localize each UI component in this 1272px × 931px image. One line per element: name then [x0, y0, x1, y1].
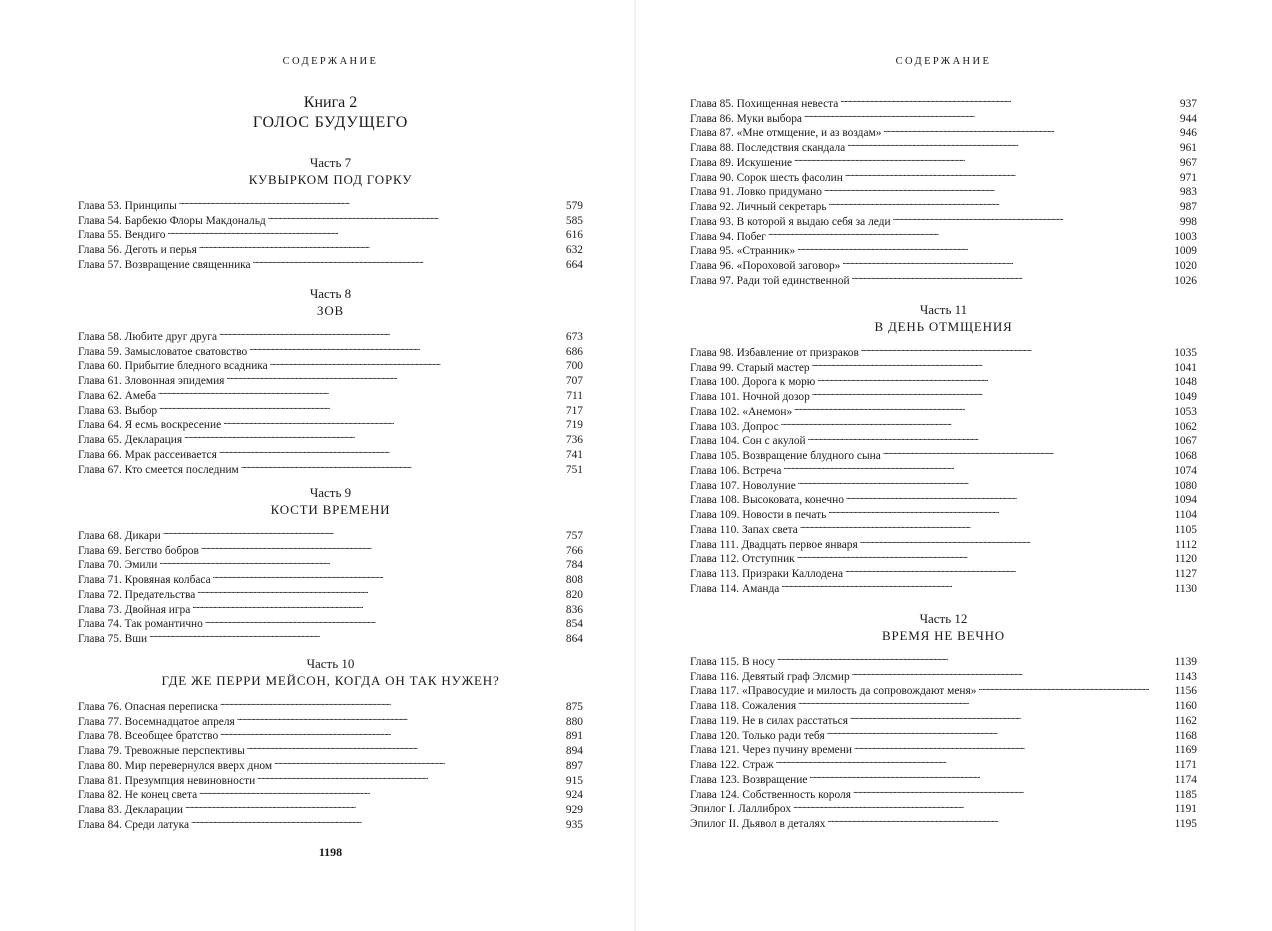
chapter-title: Эпилог I. Лаллиброх: [690, 803, 792, 816]
chapter-title: Глава 66. Мрак рассеивается: [78, 448, 217, 461]
page-number: 1162: [1174, 714, 1197, 727]
chapter-title: Глава 76. Опасная переписка: [78, 700, 218, 713]
chapter-title: Глава 68. Дикари: [78, 529, 161, 542]
dot-leader: [978, 680, 1172, 695]
chapter-title: Эпилог II. Дьявол в деталях: [690, 818, 826, 830]
dot-leader: [883, 122, 1178, 137]
dot-leader: [853, 783, 1173, 798]
page-number: 616: [565, 229, 583, 242]
dot-leader: [201, 539, 564, 554]
chapter-title: Глава 104. Сон с акулой: [690, 435, 806, 448]
dot-leader: [149, 627, 564, 642]
dot-leader: [241, 458, 564, 473]
part-label: Часть 12: [919, 611, 968, 626]
left-page: [78, 0, 583, 931]
book-label: Книга 2: [303, 94, 358, 111]
dot-leader: [249, 340, 564, 355]
chapter-title: Глава 97. Ради той единственной: [690, 274, 850, 287]
page-gutter: [634, 0, 636, 931]
toc-list: [78, 325, 583, 476]
dot-leader: [205, 613, 564, 628]
chapter-title: Глава 99. Старый мастер: [690, 361, 810, 374]
page-number: 1035: [1174, 346, 1197, 359]
chapter-title: Глава 67. Кто смеется последним: [78, 463, 239, 476]
chapter-title: Глава 119. Не в силах расстаться: [690, 714, 848, 727]
dot-leader: [842, 254, 1172, 269]
dot-leader: [191, 813, 564, 828]
chapter-title: Глава 93. В которой я выдаю себя за леди: [690, 215, 891, 228]
page-number: 1067: [1174, 435, 1197, 448]
page-number: 1143: [1174, 670, 1197, 683]
chapter-title: Глава 77. Восемнадцатое апреля: [78, 715, 235, 728]
page-number: 1049: [1174, 391, 1197, 403]
dot-leader: [850, 709, 1173, 724]
page-number: 1053: [1174, 405, 1197, 418]
page-number: 1169: [1174, 744, 1197, 757]
dot-leader: [185, 798, 564, 813]
dot-leader: [860, 533, 1173, 548]
chapter-title: Глава 108. Высоковата, конечно: [690, 494, 844, 507]
chapter-title: Глава 118. Сожаления: [690, 700, 797, 712]
chapter-title: Глава 116. Девятый граф Элсмир: [690, 670, 850, 683]
chapter-title: Глава 89. Искушение: [690, 156, 793, 169]
dot-leader: [854, 739, 1173, 754]
dot-leader: [219, 325, 564, 340]
dot-leader: [827, 812, 1172, 827]
part-label: Часть 8: [309, 286, 352, 301]
dot-leader: [158, 384, 564, 399]
page-number: 741: [565, 448, 583, 461]
chapter-title: Глава 91. Ловко придумано: [690, 186, 822, 199]
dot-leader: [861, 341, 1172, 356]
part-title: ГДЕ ЖЕ ПЕРРИ МЕЙСОН, КОГДА ОН ТАК НУЖЕН?: [161, 673, 500, 688]
chapter-title: Глава 123. Возвращение: [690, 773, 808, 786]
dot-leader: [253, 253, 564, 268]
dot-leader: [829, 195, 1178, 210]
page-number: 836: [565, 603, 583, 616]
chapter-title: Глава 120. Только ради тебя: [690, 729, 825, 742]
page-number: 757: [565, 529, 583, 542]
dot-leader: [793, 798, 1173, 813]
chapter-title: Глава 110. Запах света: [690, 523, 798, 536]
page-number: 1195: [1174, 818, 1197, 830]
page-number: 924: [565, 789, 583, 802]
page-number: 946: [1179, 127, 1197, 140]
chapter-title: Глава 54. Барбекю Флоры Макдональд: [78, 214, 266, 227]
chapter-title: Глава 106. Встреча: [690, 464, 782, 477]
toc-entry: [78, 627, 583, 645]
dot-leader: [893, 210, 1178, 225]
dot-leader: [846, 489, 1172, 504]
chapter-title: Глава 95. «Странник»: [690, 245, 796, 258]
chapter-title: Глава 74. Так романтично: [78, 618, 203, 631]
chapter-title: Глава 56. Деготь и перья: [78, 244, 197, 256]
chapter-title: Глава 103. Допрос: [690, 420, 779, 433]
dot-leader: [812, 385, 1172, 400]
page-number: 1171: [1174, 759, 1197, 771]
page-number: 1185: [1174, 788, 1197, 801]
page-number: 1112: [1175, 538, 1197, 551]
dot-leader: [812, 356, 1173, 371]
chapter-title: Глава 73. Двойная игра: [78, 603, 191, 616]
part-title: КОСТИ ВРЕМЕНИ: [270, 502, 391, 517]
page-number: 1026: [1174, 274, 1197, 287]
dot-leader: [247, 739, 564, 754]
dot-leader: [808, 430, 1173, 445]
chapter-title: Глава 61. Зловонная эпидемия: [78, 375, 225, 387]
dot-leader: [226, 369, 563, 384]
chapter-title: Глава 86. Муки выбора: [690, 112, 802, 125]
dot-leader: [192, 598, 564, 613]
page-number: 1168: [1174, 729, 1197, 742]
dot-leader: [776, 753, 1173, 768]
part-label: Часть 9: [309, 485, 352, 500]
part-section: [690, 301, 1197, 595]
page-number: 1062: [1174, 420, 1197, 433]
toc-list: [78, 695, 583, 831]
page-number: 915: [565, 774, 583, 787]
page-number: 1104: [1174, 509, 1197, 521]
page-number: 579: [565, 199, 583, 212]
chapter-title: Глава 90. Сорок шесть фасолин: [690, 171, 843, 184]
page-number: 736: [565, 434, 583, 446]
chapter-title: Глава 85. Похищенная невеста: [690, 97, 839, 110]
part-section: [690, 610, 1197, 830]
page-number: 1020: [1174, 260, 1197, 272]
dot-leader: [220, 695, 564, 710]
chapter-title: Глава 122. Страж: [690, 759, 774, 771]
page-number: 1009: [1174, 245, 1197, 258]
toc-entry: [78, 695, 583, 713]
page-number: 711: [566, 389, 583, 402]
page-number: 961: [1179, 142, 1197, 154]
dot-leader: [199, 238, 564, 253]
dot-leader: [847, 136, 1178, 151]
chapter-title: Глава 88. Последствия скандала: [690, 142, 846, 154]
dot-leader: [800, 518, 1173, 533]
dot-leader: [840, 92, 1178, 107]
dot-leader: [270, 355, 564, 370]
page-number: 854: [565, 618, 583, 631]
chapter-title: Глава 78. Всеобщее братство: [78, 730, 219, 743]
chapter-title: Глава 84. Среди латука: [78, 818, 190, 831]
part-title: КУВЫРКОМ ПОД ГОРКУ: [248, 172, 413, 187]
page-number: 664: [565, 258, 583, 271]
chapter-title: Глава 117. «Правосудие и милость да сопровождают меня»: [690, 685, 977, 698]
page-number: 935: [565, 818, 583, 831]
page-number: 1003: [1174, 230, 1197, 243]
page-number: 1080: [1174, 479, 1197, 492]
chapter-title: Глава 60. Прибытие бледного всадника: [78, 360, 268, 373]
dot-leader: [179, 194, 564, 209]
chapter-title: Глава 115. В носу: [690, 655, 776, 668]
running-head: СОДЕРЖАНИЕ: [282, 56, 379, 67]
chapter-title: Глава 109. Новости в печать: [690, 509, 827, 521]
page-number: 875: [565, 700, 583, 713]
page-number: 751: [565, 463, 583, 476]
toc-entry: [690, 650, 1197, 668]
page-number: 700: [565, 360, 583, 373]
chapter-title: Глава 79. Тревожные перспективы: [78, 745, 245, 757]
chapter-title: Глава 92. Личный секретарь: [690, 201, 827, 213]
page-number: 1074: [1174, 464, 1197, 477]
dot-leader: [213, 568, 564, 583]
dot-leader: [824, 181, 1178, 196]
page-number: 673: [565, 330, 583, 343]
toc-entry: [690, 92, 1197, 110]
dot-leader: [852, 269, 1173, 284]
page-number: 987: [1179, 201, 1197, 213]
page-number: 784: [565, 559, 583, 572]
dot-leader: [268, 209, 564, 224]
toc-entry: [78, 325, 583, 343]
dot-leader: [794, 400, 1172, 415]
dot-leader: [797, 548, 1173, 563]
toc-list: [78, 524, 583, 645]
page-number: 1139: [1174, 655, 1197, 668]
page-number: 585: [565, 214, 583, 227]
chapter-title: Глава 96. «Пороховой заговор»: [690, 260, 841, 272]
chapter-title: Глава 75. Вши: [78, 633, 148, 645]
dot-leader: [167, 224, 563, 239]
chapter-title: Глава 69. Бегство бобров: [78, 544, 199, 557]
toc-list: [78, 194, 583, 271]
dot-leader: [219, 443, 564, 458]
page-number: 1198: [318, 845, 343, 859]
part-label: Часть 10: [306, 656, 355, 671]
toc-entry: [78, 194, 583, 212]
page-number: 717: [565, 404, 583, 417]
dot-leader: [797, 240, 1172, 255]
dot-leader: [274, 754, 564, 769]
chapter-title: Глава 83. Декларации: [78, 804, 183, 816]
part-title: ЗОВ: [317, 303, 344, 318]
running-head: СОДЕРЖАНИЕ: [895, 56, 992, 67]
page-number: 891: [565, 730, 583, 743]
dot-leader: [237, 710, 564, 725]
page-number: 880: [565, 715, 583, 728]
dot-leader: [159, 399, 564, 414]
part-title: В ДЕНЬ ОТМЩЕНИЯ: [874, 319, 1013, 334]
chapter-title: Глава 58. Любите друг друга: [78, 330, 218, 343]
toc-entry: [78, 524, 583, 542]
page-number: 944: [1179, 112, 1197, 125]
dot-leader: [845, 562, 1173, 577]
page-number: 632: [565, 244, 583, 256]
dot-leader: [768, 225, 1172, 240]
toc-entry: [690, 240, 1197, 258]
dot-leader: [852, 665, 1173, 680]
chapter-title: Глава 53. Принципы: [78, 199, 177, 212]
dot-leader: [781, 577, 1172, 592]
book-heading: [78, 93, 583, 133]
dot-leader: [197, 583, 564, 598]
page-number: 897: [565, 759, 583, 772]
page-number: 937: [1179, 97, 1197, 110]
chapter-title: Глава 87. «Мне отмщение, и аз воздам»: [690, 127, 882, 140]
dot-leader: [845, 166, 1178, 181]
part-section: [78, 484, 583, 645]
part-section: [78, 285, 583, 476]
part-label: Часть 7: [309, 155, 352, 170]
dot-leader: [159, 554, 564, 569]
page-number: 1120: [1174, 553, 1197, 566]
chapter-title: Глава 64. Я есмь воскресение: [78, 419, 222, 432]
page-number: 1094: [1174, 494, 1197, 507]
dot-leader: [794, 151, 1178, 166]
right-page: [690, 0, 1197, 931]
part-title: ВРЕМЯ НЕ ВЕЧНО: [882, 628, 1005, 643]
chapter-title: Глава 59. Замысловатое сватовство: [78, 345, 248, 358]
part-section: [78, 655, 583, 831]
dot-leader: [798, 694, 1172, 709]
page-number: 1130: [1174, 582, 1197, 595]
dot-leader: [781, 415, 1173, 430]
page-number: 929: [565, 804, 583, 816]
chapter-title: Глава 70. Эмили: [78, 559, 158, 572]
dot-leader: [809, 768, 1172, 783]
chapter-title: Глава 80. Мир перевернулся вверх дном: [78, 759, 273, 772]
part-label: Часть 11: [919, 302, 968, 317]
toc-continued: [690, 92, 1197, 287]
page-number: 971: [1179, 171, 1197, 184]
dot-leader: [828, 503, 1172, 518]
chapter-title: Глава 62. Амеба: [78, 389, 157, 402]
dot-leader: [199, 784, 564, 799]
chapter-title: Глава 113. Призраки Каллодена: [690, 568, 844, 580]
chapter-title: Глава 55. Вендиго: [78, 229, 166, 242]
chapter-title: Глава 63. Выбор: [78, 404, 158, 417]
page-number: 808: [565, 574, 583, 586]
dot-leader: [777, 650, 1173, 665]
page-number: 1174: [1174, 773, 1197, 786]
chapter-title: Глава 114. Аманда: [690, 582, 780, 595]
chapter-title: Глава 111. Двадцать первое января: [690, 538, 858, 551]
chapter-title: Глава 102. «Анемон»: [690, 405, 793, 418]
chapter-title: Глава 81. Презумпция невиновности: [78, 774, 256, 787]
chapter-title: Глава 121. Через пучину времени: [690, 744, 852, 757]
page-number: 967: [1179, 156, 1197, 169]
page-number: 707: [565, 375, 583, 387]
dot-leader: [783, 459, 1172, 474]
page-number: 894: [565, 745, 583, 757]
page-number: 998: [1179, 215, 1197, 228]
page-number: 766: [565, 544, 583, 557]
chapter-title: Глава 65. Декларация: [78, 434, 183, 446]
chapter-title: Глава 57. Возвращение священника: [78, 258, 251, 271]
dot-leader: [798, 474, 1172, 489]
chapter-title: Глава 71. Кровяная колбаса: [78, 574, 211, 586]
dot-leader: [163, 524, 564, 539]
page-number: 686: [565, 345, 583, 358]
dot-leader: [257, 769, 564, 784]
dot-leader: [184, 428, 564, 443]
book-title: ГОЛОС БУДУЩЕГО: [252, 114, 409, 131]
page-number: 1160: [1174, 700, 1197, 712]
page-number: 1041: [1174, 361, 1197, 374]
dot-leader: [804, 107, 1178, 122]
chapter-title: Глава 82. Не конец света: [78, 789, 198, 802]
chapter-title: Глава 105. Возвращение блудного сына: [690, 450, 881, 462]
page-number: 1191: [1174, 803, 1197, 816]
chapter-title: Глава 94. Побег: [690, 230, 766, 243]
page-number: 1127: [1174, 568, 1197, 580]
page-number: 1156: [1174, 685, 1197, 698]
page-number: 820: [565, 588, 583, 601]
dot-leader: [817, 371, 1172, 386]
part-section: [78, 154, 583, 271]
dot-leader: [223, 414, 564, 429]
toc-entry: [690, 341, 1197, 359]
page-number: 864: [565, 633, 583, 645]
chapter-title: Глава 101. Ночной дозор: [690, 391, 810, 403]
dot-leader: [827, 724, 1173, 739]
dot-leader: [220, 725, 564, 740]
chapter-title: Глава 100. Дорога к морю: [690, 376, 816, 389]
chapter-title: Глава 112. Отступник: [690, 553, 795, 566]
chapter-title: Глава 124. Собственность короля: [690, 788, 851, 801]
toc-list: [690, 92, 1197, 287]
chapter-title: Глава 107. Новолуние: [690, 479, 796, 492]
chapter-title: Глава 98. Избавление от призраков: [690, 346, 859, 359]
page-number: 1068: [1174, 450, 1197, 462]
chapter-title: Глава 72. Предательства: [78, 588, 196, 601]
toc-list: [690, 650, 1197, 830]
page-number: 983: [1179, 186, 1197, 199]
dot-leader: [883, 444, 1172, 459]
page-number: 1105: [1174, 523, 1197, 536]
toc-list: [690, 341, 1197, 595]
page-number: 1048: [1174, 376, 1197, 389]
page-number: 719: [565, 419, 583, 432]
